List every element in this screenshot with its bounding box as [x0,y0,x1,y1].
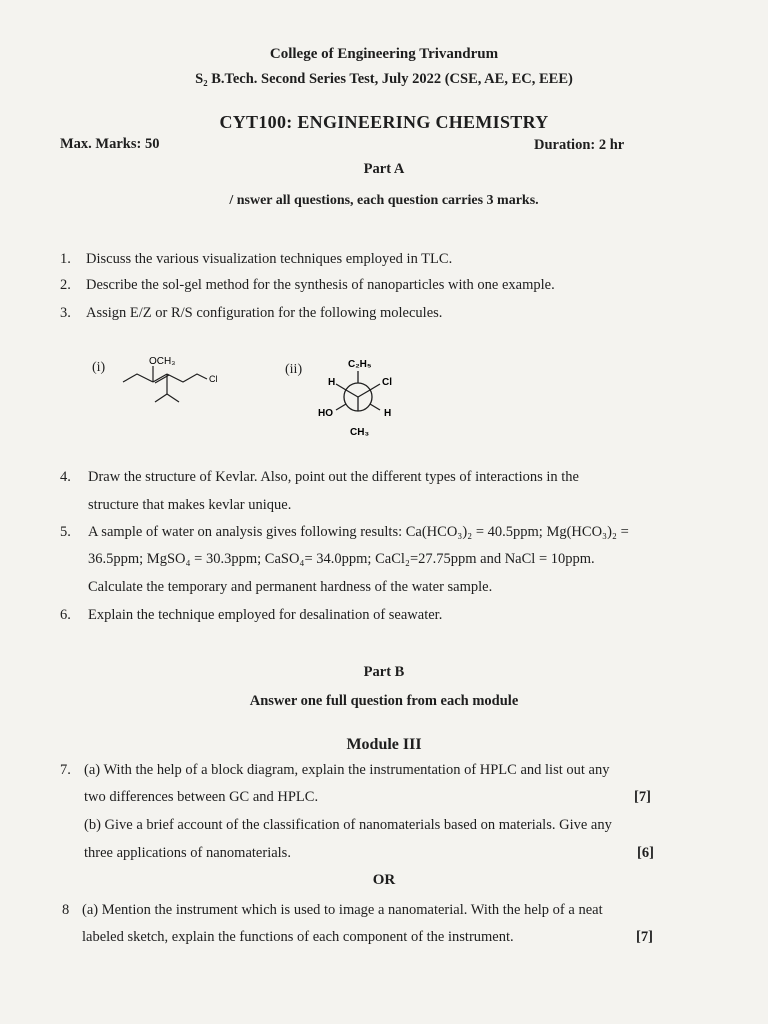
bond [346,390,358,397]
bond [358,390,370,397]
c2h5-group: C₂H₅ [348,359,372,370]
ho-group: HO [318,408,333,419]
bond [336,384,346,390]
part-b-title: Part B [363,664,405,680]
part-b-instruction: Answer one full question from each module [249,693,519,709]
question-text: Assign E/Z or R/S configuration for the following molecules. [86,305,443,321]
part-a-instruction: / nswer all questions, each question carries 3 marks. [229,193,539,208]
bond [167,394,179,402]
ch3-group: CH₃ [350,427,370,438]
question-text: 36.5ppm; MgSO₄ = 30.3ppm; CaSO₄= 34.0ppm; CaCl₂=27.75ppm and NaCl = 10ppm. [88,551,595,567]
bond [167,374,207,382]
marks-label: [6] [637,845,654,861]
module-title: Module III [346,736,422,753]
cl-group: Cl [209,374,218,384]
question-text: Describe the sol-gel method for the synthesis of nanoparticles with one example. [86,277,555,293]
question-number: 1. [60,251,71,267]
cl-group: Cl [382,377,392,388]
question-text: A sample of water on analysis gives following results: Ca(HCO₃)₂ = 40.5ppm; Mg(HCO₃)₂ = [88,524,629,540]
question-text: (b) Give a brief account of the classification of nanomaterials based on materials. Give any [84,817,612,833]
question-number: 8 [62,902,70,918]
max-marks: Max. Marks: 50 [60,136,160,152]
h-group: H [384,408,392,419]
duration: Duration: 2 hr [534,137,625,153]
question-text: three applications of nanomaterials. [84,845,291,861]
question-text: Calculate the temporary and permanent hardness of the water sample. [88,579,493,595]
question-text: labeled sketch, explain the functions of each component of the instrument. [82,929,514,945]
question-number: 2. [60,277,71,293]
question-text: Discuss the various visualization techniques employed in TLC. [86,251,453,267]
course-title: CYT100: ENGINEERING CHEMISTRY [219,112,549,132]
question-text: two differences between GC and HPLC. [84,789,319,805]
bond [155,394,167,402]
molecule-label-i: (i) [92,360,106,375]
question-number: 3. [60,305,71,321]
college-name: College of Engineering Trivandrum [269,46,499,62]
molecule-i-structure [115,352,245,422]
bond [370,384,380,390]
question-text: Draw the structure of Kevlar. Also, point out the different types of interactions in the [88,469,579,485]
h-group: H [328,377,336,388]
question-text: (a) Mention the instrument which is used to image a nanomaterial. With the help of a neat [82,902,603,918]
bond [370,404,380,410]
question-number: 4. [60,469,71,485]
bond [123,374,153,382]
molecule-ii-newman [318,355,408,440]
question-number: 6. [60,607,71,623]
bond [336,404,346,410]
question-number: 7. [60,762,71,778]
question-text: Explain the technique employed for desalination of seawater. [88,607,443,623]
och3-group: OCH₃ [149,356,176,367]
question-text: (a) With the help of a block diagram, explain the instrumentation of HPLC and list out any [84,762,610,778]
question-number: 5. [60,524,71,540]
part-a-title: Part A [363,161,405,177]
marks-label: [7] [636,929,653,945]
question-text: structure that makes kevlar unique. [88,497,292,513]
marks-label: [7] [634,789,651,805]
test-title: S₂ B.Tech. Second Series Test, July 2022 (CSE, AE, EC, EEE) [195,71,573,87]
or-separator: OR [372,872,396,888]
molecule-label-ii: (ii) [285,362,303,377]
